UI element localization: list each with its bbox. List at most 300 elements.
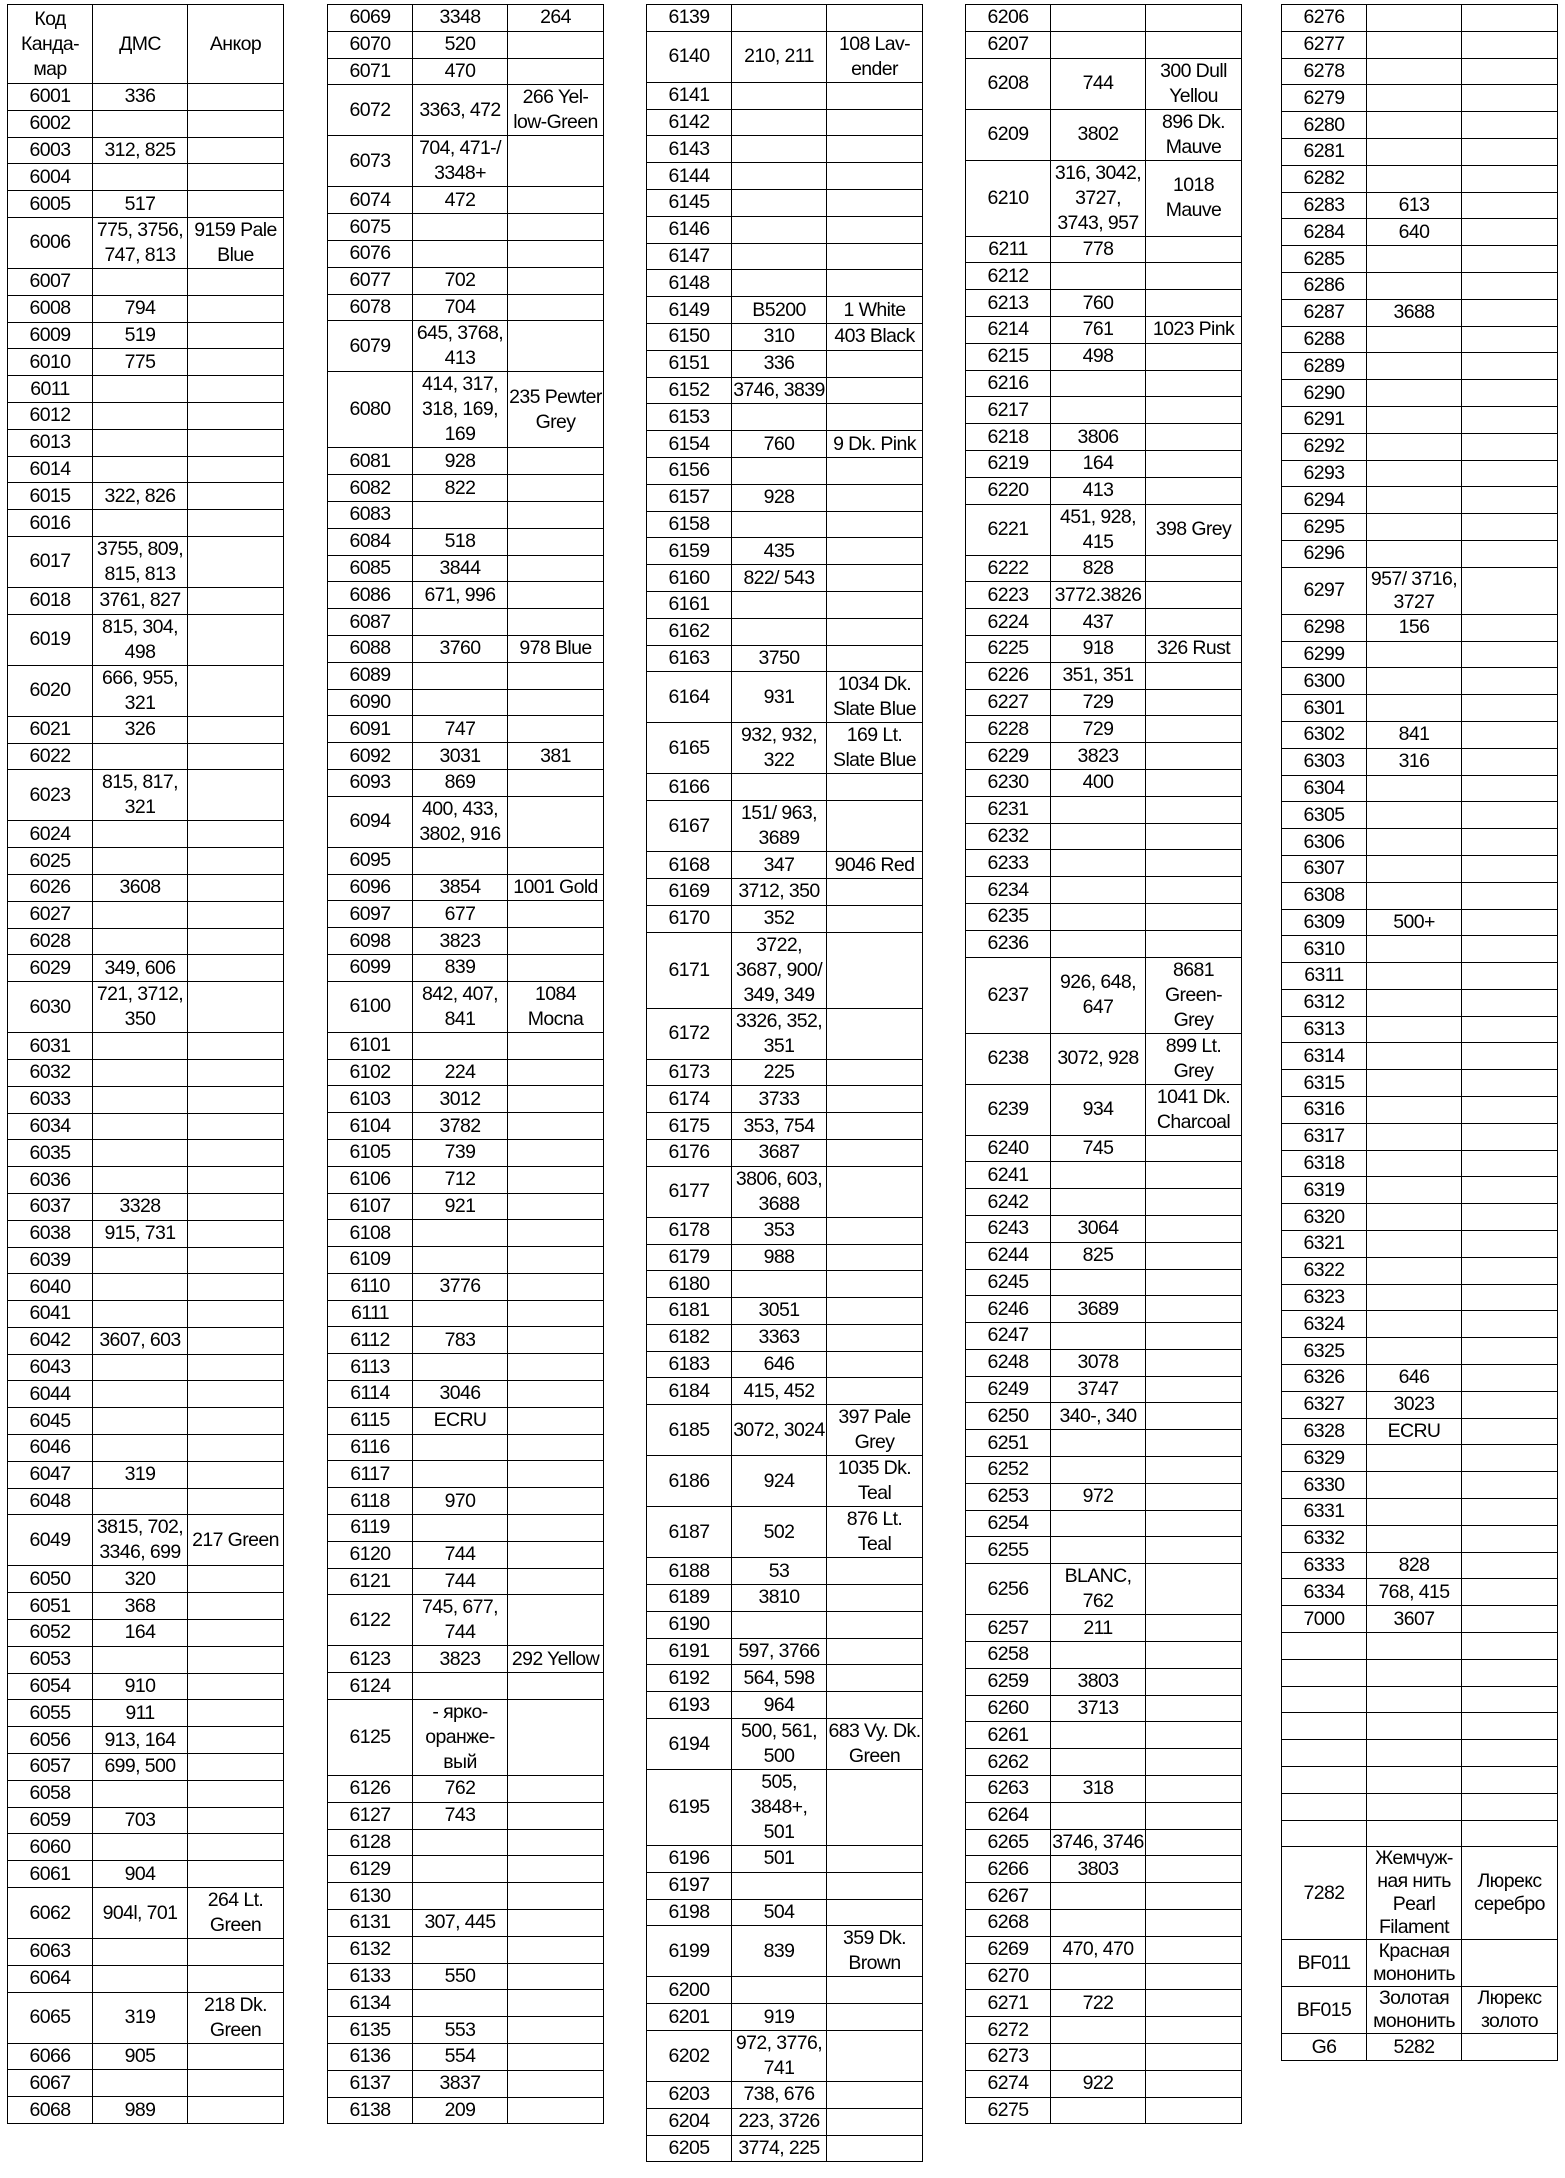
cell-dmc: 353, 754: [732, 1113, 827, 1140]
cell-dmc: [1051, 31, 1146, 58]
cell-dmc: 151/ 963, 3689: [732, 801, 827, 852]
cell-dmc: [93, 743, 188, 770]
cell-anchor: 876 Lt. Teal: [827, 1507, 923, 1558]
cell-anchor: [188, 191, 284, 218]
cell-kandamar-code: [1282, 1659, 1367, 1686]
cell-kandamar-code: 6225: [966, 635, 1051, 662]
cell-dmc: 156: [1367, 614, 1462, 641]
cell-kandamar-code: 6282: [1282, 165, 1367, 192]
cell-anchor: [508, 58, 604, 85]
table-row: [8, 665, 284, 716]
cell-dmc: [1051, 1323, 1146, 1350]
cell-kandamar-code: 6081: [328, 448, 413, 475]
cell-dmc: 783: [413, 1327, 508, 1354]
cell-dmc: 702: [413, 267, 508, 294]
cell-dmc: 3823: [1051, 743, 1146, 770]
floss-conversion-table-3: [646, 4, 923, 2162]
table-row: [966, 109, 1242, 160]
table-row: [8, 1220, 284, 1247]
cell-kandamar-code: 6150: [647, 323, 732, 350]
cell-kandamar-code: 6012: [8, 402, 93, 429]
cell-dmc: [1367, 1150, 1462, 1177]
cell-anchor: [188, 1780, 284, 1807]
cell-dmc: [413, 1434, 508, 1461]
cell-kandamar-code: 6300: [1282, 668, 1367, 695]
cell-kandamar-code: 6273: [966, 2044, 1051, 2071]
cell-kandamar-code: 6065: [8, 1992, 93, 2043]
cell-kandamar-code: 6156: [647, 457, 732, 484]
cell-anchor: [827, 1846, 923, 1873]
cell-anchor: 403 Black: [827, 323, 923, 350]
cell-anchor: [827, 905, 923, 932]
cell-dmc: [413, 1990, 508, 2017]
cell-anchor: [827, 377, 923, 404]
cell-dmc: 928: [732, 484, 827, 511]
cell-anchor: [508, 928, 604, 955]
cell-kandamar-code: 6063: [8, 1939, 93, 1966]
cell-anchor: [508, 321, 604, 372]
cell-anchor: [1146, 2017, 1242, 2044]
cell-dmc: [1367, 31, 1462, 58]
cell-dmc: 3607, 603: [93, 1327, 188, 1354]
cell-kandamar-code: 6193: [647, 1692, 732, 1719]
cell-kandamar-code: 6110: [328, 1273, 413, 1300]
table-row: [647, 31, 923, 82]
cell-anchor: [1146, 1615, 1242, 1642]
cell-kandamar-code: 6097: [328, 901, 413, 928]
cell-kandamar-code: 6295: [1282, 514, 1367, 541]
cell-anchor: [827, 1585, 923, 1612]
cell-dmc: [1367, 1767, 1462, 1794]
cell-dmc: [732, 457, 827, 484]
cell-dmc: [1367, 1123, 1462, 1150]
cell-dmc: [1367, 963, 1462, 990]
table-row: [966, 930, 1242, 957]
cell-kandamar-code: 6042: [8, 1327, 93, 1354]
cell-kandamar-code: 6071: [328, 58, 413, 85]
cell-dmc: 822: [413, 475, 508, 502]
table-row: [647, 431, 923, 458]
cell-dmc: [1051, 1430, 1146, 1457]
table-row: [1282, 641, 1558, 668]
table-column-1: [7, 4, 284, 2124]
table-row: [1282, 829, 1558, 856]
cell-dmc: 743: [413, 1802, 508, 1829]
cell-anchor: [1462, 1606, 1558, 1633]
cell-anchor: [188, 164, 284, 191]
cell-anchor: [1462, 1579, 1558, 1606]
cell-anchor: [188, 1381, 284, 1408]
cell-anchor: [1146, 1189, 1242, 1216]
cell-dmc: [413, 240, 508, 267]
cell-kandamar-code: 6044: [8, 1381, 93, 1408]
table-row: [8, 429, 284, 456]
cell-dmc: 3607: [1367, 1606, 1462, 1633]
cell-dmc: 320: [93, 1566, 188, 1593]
cell-anchor: [827, 1977, 923, 2004]
table-row: [1282, 1257, 1558, 1284]
cell-dmc: [1051, 1910, 1146, 1937]
cell-kandamar-code: 6029: [8, 955, 93, 982]
cell-anchor: [508, 187, 604, 214]
cell-kandamar-code: 6151: [647, 350, 732, 377]
cell-dmc: [732, 5, 827, 32]
cell-anchor: [188, 268, 284, 295]
table-row: [647, 1324, 923, 1351]
cell-kandamar-code: [1282, 1740, 1367, 1767]
table-row: [328, 635, 604, 662]
table-row: [328, 2097, 604, 2124]
table-row: [647, 2004, 923, 2031]
cell-kandamar-code: 6305: [1282, 802, 1367, 829]
table-row: [1282, 1525, 1558, 1552]
cell-anchor: 218 Dk. Green: [188, 1992, 284, 2043]
cell-dmc: 505, 3848+, 501: [732, 1770, 827, 1846]
cell-anchor: [1462, 353, 1558, 380]
cell-dmc: [1367, 1311, 1462, 1338]
cell-kandamar-code: 6052: [8, 1620, 93, 1647]
cell-anchor: [508, 796, 604, 847]
table-row: [328, 1936, 604, 1963]
cell-kandamar-code: 6115: [328, 1407, 413, 1434]
cell-anchor: [508, 1300, 604, 1327]
table-row: [966, 635, 1242, 662]
table-row: [647, 672, 923, 723]
cell-anchor: [1146, 31, 1242, 58]
cell-anchor: [827, 2108, 923, 2135]
cell-anchor: [1146, 263, 1242, 290]
cell-dmc: 400, 433, 3802, 916: [413, 796, 508, 847]
cell-kandamar-code: 6291: [1282, 406, 1367, 433]
cell-dmc: [1367, 1499, 1462, 1526]
cell-dmc: [1367, 58, 1462, 85]
cell-anchor: [827, 1324, 923, 1351]
cell-kandamar-code: 6325: [1282, 1338, 1367, 1365]
cell-dmc: [93, 110, 188, 137]
table-body: [1282, 5, 1558, 2061]
table-row: [647, 323, 923, 350]
table-row: [647, 2031, 923, 2082]
cell-kandamar-code: 6078: [328, 294, 413, 321]
cell-anchor: [1462, 695, 1558, 722]
cell-dmc: BLANC, 762: [1051, 1564, 1146, 1615]
cell-dmc: 964: [732, 1692, 827, 1719]
cell-kandamar-code: 6149: [647, 297, 732, 324]
table-row: [647, 1244, 923, 1271]
cell-dmc: 839: [732, 1926, 827, 1977]
cell-kandamar-code: 6174: [647, 1086, 732, 1113]
table-row: [328, 1032, 604, 1059]
cell-anchor: [1462, 1123, 1558, 1150]
table-row: [966, 397, 1242, 424]
cell-anchor: [1462, 1097, 1558, 1124]
cell-kandamar-code: 6228: [966, 716, 1051, 743]
cell-kandamar-code: 6267: [966, 1883, 1051, 1910]
table-row: [328, 1829, 604, 1856]
table-row: [8, 1086, 284, 1113]
cell-anchor: [508, 1568, 604, 1595]
cell-dmc: 209: [413, 2097, 508, 2124]
cell-anchor: [1146, 1936, 1242, 1963]
cell-kandamar-code: 6303: [1282, 748, 1367, 775]
table-row: [8, 510, 284, 537]
cell-dmc: 3782: [413, 1113, 508, 1140]
table-row: [328, 1776, 604, 1803]
table-row: [1282, 1579, 1558, 1606]
cell-anchor: [188, 665, 284, 716]
cell-anchor: [188, 1113, 284, 1140]
table-row: [966, 1936, 1242, 1963]
table-row: [8, 1620, 284, 1647]
cell-kandamar-code: 6102: [328, 1059, 413, 1086]
cell-anchor: [1146, 1162, 1242, 1189]
table-row: [8, 322, 284, 349]
cell-dmc: [1367, 802, 1462, 829]
cell-anchor: [508, 847, 604, 874]
table-row: [1282, 1472, 1558, 1499]
cell-dmc: [413, 1461, 508, 1488]
cell-kandamar-code: 6130: [328, 1883, 413, 1910]
cell-dmc: [1367, 1177, 1462, 1204]
cell-kandamar-code: 6005: [8, 191, 93, 218]
table-row: [1282, 380, 1558, 407]
cell-kandamar-code: 6048: [8, 1488, 93, 1515]
cell-kandamar-code: 6053: [8, 1646, 93, 1673]
cell-dmc: 699, 500: [93, 1754, 188, 1781]
table-row: [966, 343, 1242, 370]
cell-anchor: [188, 1301, 284, 1328]
cell-kandamar-code: 6248: [966, 1349, 1051, 1376]
table-row: [328, 240, 604, 267]
cell-kandamar-code: [1282, 1686, 1367, 1713]
cell-kandamar-code: 6266: [966, 1856, 1051, 1883]
cell-dmc: 310: [732, 323, 827, 350]
cell-kandamar-code: 6272: [966, 2017, 1051, 2044]
table-row: [1282, 1793, 1558, 1820]
table-row: [1282, 748, 1558, 775]
cell-anchor: [508, 475, 604, 502]
cell-anchor: [508, 662, 604, 689]
cell-kandamar-code: 6264: [966, 1802, 1051, 1829]
cell-dmc: 224: [413, 1059, 508, 1086]
table-row: [8, 1939, 284, 1966]
cell-kandamar-code: 6209: [966, 109, 1051, 160]
cell-dmc: [93, 1834, 188, 1861]
table-row: [328, 85, 604, 136]
cell-kandamar-code: 6307: [1282, 855, 1367, 882]
cell-kandamar-code: 6226: [966, 662, 1051, 689]
table-row: [1282, 5, 1558, 32]
cell-dmc: 3051: [732, 1298, 827, 1325]
cell-dmc: 554: [413, 2044, 508, 2071]
cell-dmc: 435: [732, 538, 827, 565]
cell-anchor: [1146, 903, 1242, 930]
cell-anchor: [1146, 397, 1242, 424]
cell-dmc: 500, 561, 500: [732, 1719, 827, 1770]
table-row: [1282, 1204, 1558, 1231]
cell-kandamar-code: 6153: [647, 404, 732, 431]
cell-anchor: [827, 1665, 923, 1692]
cell-dmc: 3733: [732, 1086, 827, 1113]
table-row: [1282, 1740, 1558, 1767]
cell-kandamar-code: 6211: [966, 236, 1051, 263]
table-row: [328, 2017, 604, 2044]
cell-anchor: [1462, 58, 1558, 85]
table-row: [966, 1376, 1242, 1403]
cell-dmc: [732, 136, 827, 163]
cell-dmc: [1051, 1642, 1146, 1669]
cell-dmc: [732, 591, 827, 618]
cell-anchor: [1146, 1910, 1242, 1937]
table-row: [328, 689, 604, 716]
cell-kandamar-code: 6076: [328, 240, 413, 267]
cell-dmc: [93, 510, 188, 537]
table-row: [1282, 1659, 1558, 1686]
table-row: [1282, 58, 1558, 85]
cell-anchor: [1146, 930, 1242, 957]
table-row: [8, 1566, 284, 1593]
table-row: [8, 164, 284, 191]
table-row: [1282, 614, 1558, 641]
cell-anchor: [188, 295, 284, 322]
cell-kandamar-code: 6229: [966, 743, 1051, 770]
table-row: [966, 1349, 1242, 1376]
cell-kandamar-code: 6262: [966, 1749, 1051, 1776]
cell-dmc: 3608: [93, 874, 188, 901]
cell-anchor: [188, 614, 284, 665]
table-row: [8, 402, 284, 429]
table-row: [966, 1403, 1242, 1430]
cell-kandamar-code: 6185: [647, 1405, 732, 1456]
table-row: [647, 1139, 923, 1166]
cell-dmc: [1051, 823, 1146, 850]
table-row: [8, 1301, 284, 1328]
table-row: [966, 263, 1242, 290]
cell-anchor: [508, 555, 604, 582]
cell-anchor: [508, 1032, 604, 1059]
cell-kandamar-code: 6023: [8, 770, 93, 821]
table-row: [647, 1456, 923, 1507]
cell-dmc: 745, 677, 744: [413, 1595, 508, 1646]
cell-dmc: [1367, 246, 1462, 273]
cell-kandamar-code: 6180: [647, 1271, 732, 1298]
table-row: [328, 501, 604, 528]
cell-anchor: [1146, 796, 1242, 823]
cell-kandamar-code: 6194: [647, 1719, 732, 1770]
table-row: [328, 1883, 604, 1910]
table-row: [966, 555, 1242, 582]
cell-anchor: 896 Dk. Mauve: [1146, 109, 1242, 160]
cell-anchor: [188, 1274, 284, 1301]
cell-kandamar-code: 6170: [647, 905, 732, 932]
cell-anchor: [1146, 769, 1242, 796]
cell-anchor: [1462, 1445, 1558, 1472]
table-row: [1282, 1177, 1558, 1204]
table-row: [328, 31, 604, 58]
table-row: [328, 582, 604, 609]
table-row: [966, 1749, 1242, 1776]
table-row: [8, 1354, 284, 1381]
cell-kandamar-code: 6119: [328, 1515, 413, 1542]
cell-anchor: [1146, 1802, 1242, 1829]
cell-anchor: [827, 243, 923, 270]
table-row: [8, 1488, 284, 1515]
cell-anchor: [827, 189, 923, 216]
cell-kandamar-code: 6088: [328, 635, 413, 662]
cell-dmc: 3689: [1051, 1296, 1146, 1323]
cell-kandamar-code: 6116: [328, 1434, 413, 1461]
table-row: [647, 377, 923, 404]
cell-dmc: [1051, 1749, 1146, 1776]
cell-kandamar-code: 6087: [328, 609, 413, 636]
table-row: [8, 1727, 284, 1754]
table-row: [8, 1033, 284, 1060]
cell-dmc: [93, 1354, 188, 1381]
cell-kandamar-code: 6212: [966, 263, 1051, 290]
cell-kandamar-code: 6255: [966, 1537, 1051, 1564]
cell-kandamar-code: 6197: [647, 1872, 732, 1899]
cell-anchor: [188, 1620, 284, 1647]
cell-dmc: 3072, 928: [1051, 1033, 1146, 1084]
cell-dmc: 597, 3766: [732, 1638, 827, 1665]
cell-dmc: 347: [732, 852, 827, 879]
cell-anchor: [188, 1646, 284, 1673]
table-row: [647, 1926, 923, 1977]
cell-dmc: [732, 1611, 827, 1638]
cell-kandamar-code: 6236: [966, 930, 1051, 957]
cell-dmc: [1367, 989, 1462, 1016]
cell-anchor: [508, 1515, 604, 1542]
cell-dmc: 3713: [1051, 1695, 1146, 1722]
cell-anchor: [827, 801, 923, 852]
cell-dmc: 349, 606: [93, 955, 188, 982]
cell-kandamar-code: 6327: [1282, 1391, 1367, 1418]
table-row: [647, 216, 923, 243]
cell-kandamar-code: 6064: [8, 1965, 93, 1992]
cell-dmc: 815, 304, 498: [93, 614, 188, 665]
cell-anchor: [188, 110, 284, 137]
table-row: [966, 609, 1242, 636]
cell-dmc: [732, 163, 827, 190]
cell-dmc: 3746, 3839: [732, 377, 827, 404]
cell-anchor: [508, 954, 604, 981]
cell-anchor: [508, 1247, 604, 1274]
cell-anchor: [508, 1381, 604, 1408]
cell-kandamar-code: 6113: [328, 1354, 413, 1381]
cell-dmc: [1367, 165, 1462, 192]
cell-dmc: [732, 618, 827, 645]
table-row: [1282, 1123, 1558, 1150]
table-row: [328, 555, 604, 582]
table-row: [8, 1167, 284, 1194]
cell-kandamar-code: 6302: [1282, 721, 1367, 748]
cell-anchor: [827, 591, 923, 618]
cell-dmc: [1051, 2097, 1146, 2124]
table-row: [328, 1434, 604, 1461]
table-row: [328, 294, 604, 321]
cell-anchor: [188, 821, 284, 848]
cell-anchor: [508, 1990, 604, 2017]
table-row: [966, 316, 1242, 343]
cell-dmc: 825: [1051, 1242, 1146, 1269]
cell-kandamar-code: 6301: [1282, 695, 1367, 722]
table-row: [647, 163, 923, 190]
table-row: [966, 957, 1242, 1033]
cell-dmc: [1367, 829, 1462, 856]
cell-dmc: [1367, 1659, 1462, 1686]
cell-anchor: [1462, 614, 1558, 641]
table-row: [647, 2108, 923, 2135]
